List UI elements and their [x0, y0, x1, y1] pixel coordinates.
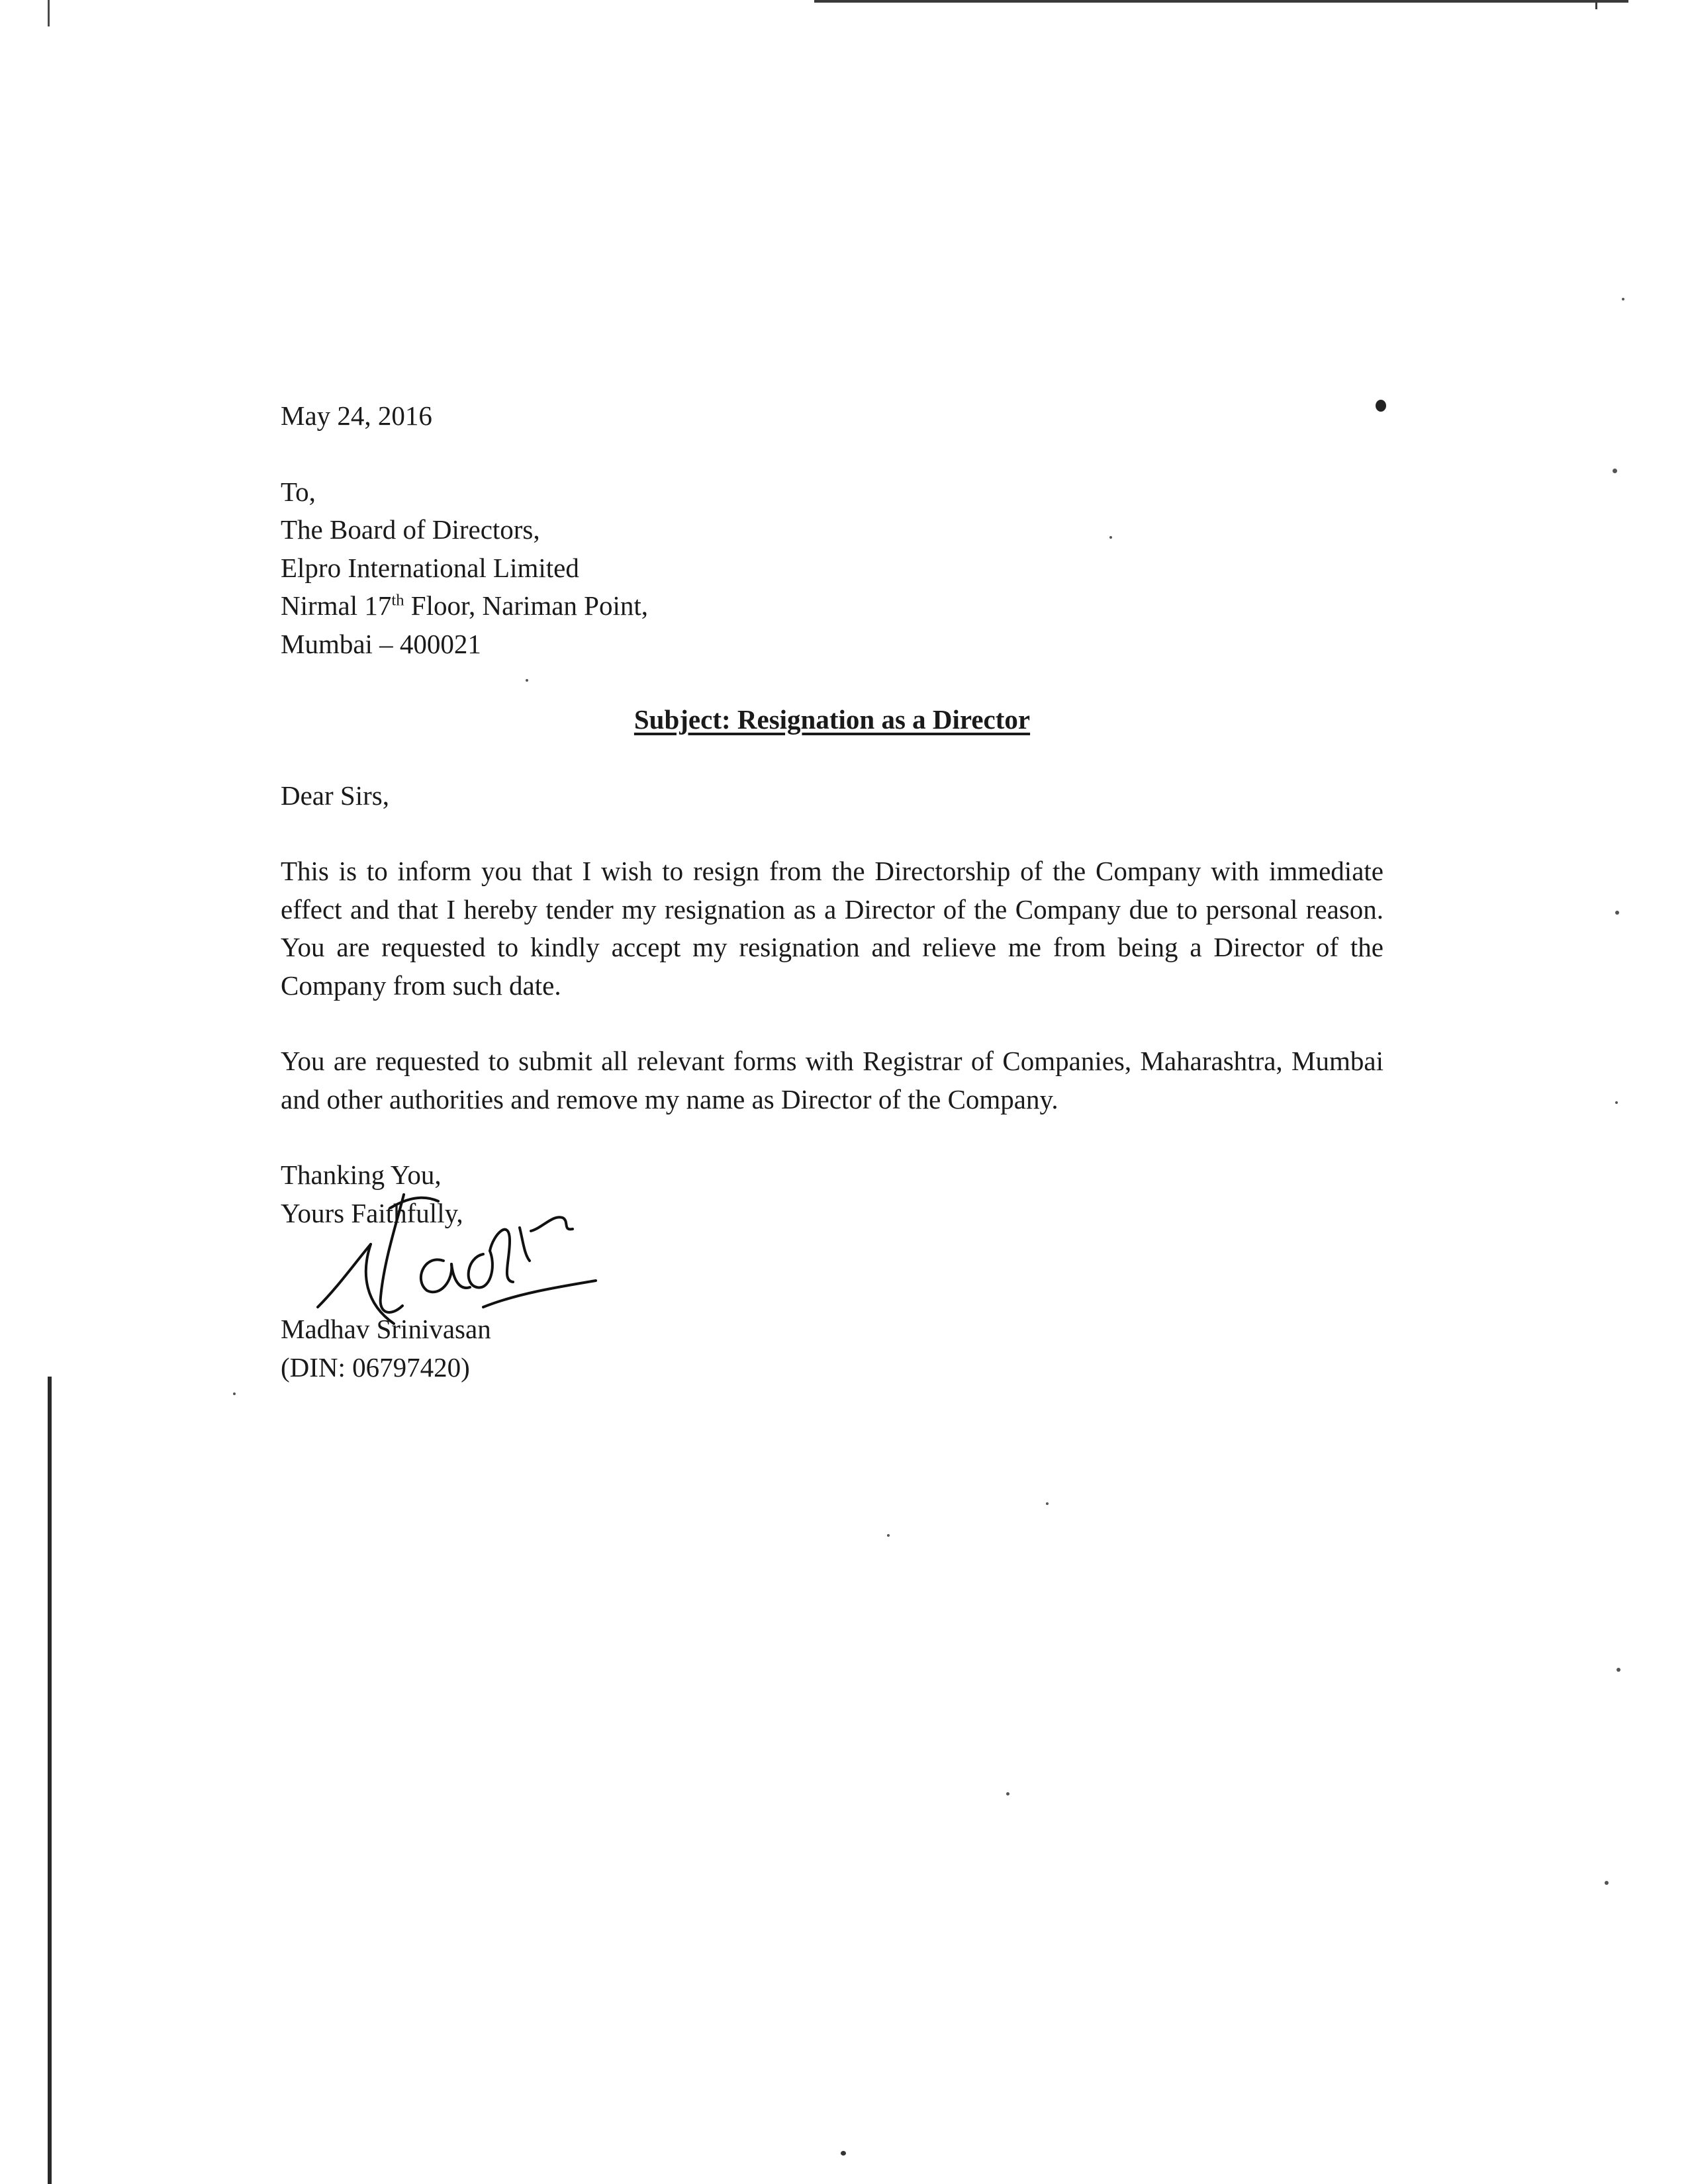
scan-speck — [887, 1534, 890, 1537]
letter-paragraph-1: This is to inform you that I wish to resign from the Directorship of the Company with immediate effect and that I hereby tender my resignation as a Director of the Company due to personal reason. You are requested to kindly accept my resignation and relieve me from being a Director of the Company from such date. — [281, 856, 1383, 1001]
scan-speck — [1605, 1881, 1609, 1885]
recipient-company: Elpro International Limited — [281, 552, 579, 583]
recipient-street-suffix: th — [391, 591, 404, 610]
recipient-address — [281, 473, 1383, 664]
letter-subject: Subject: Resignation as a Director — [633, 704, 1031, 735]
scan-speck — [1615, 911, 1619, 915]
scan-edge-top — [814, 0, 1628, 3]
letter-date: May 24, 2016 — [281, 400, 432, 431]
scan-speck — [1615, 1101, 1618, 1104]
scan-speck — [1617, 1668, 1620, 1672]
scan-edge-left — [48, 1377, 52, 2184]
letter-paragraph-2: You are requested to submit all relevant forms with Registrar of Companies, Maharashtra, Mumbai and other authorities and remove my name as Director of the Company. — [281, 1046, 1383, 1115]
recipient-street-number: Nirmal 17 — [281, 590, 392, 621]
signatory-block — [281, 1310, 491, 1387]
scan-speck — [1622, 298, 1624, 300]
scan-speck — [841, 2151, 846, 2156]
signatory-name: Madhav Srinivasan — [281, 1314, 491, 1344]
recipient-board: The Board of Directors, — [281, 514, 540, 545]
scan-speck — [233, 1392, 236, 1395]
recipient-street-rest: Floor, Nariman Point, — [404, 590, 649, 621]
scan-speck — [1613, 469, 1617, 473]
letter-salutation: Dear Sirs, — [281, 780, 389, 811]
scan-speck — [1006, 1792, 1009, 1796]
scan-edge-mark — [48, 0, 50, 26]
scan-corner-mark — [1595, 0, 1597, 9]
letter-body — [281, 397, 1383, 1232]
recipient-street — [281, 587, 1383, 625]
recipient-to: To, — [281, 476, 316, 507]
closing-yours: Yours Faithfully, — [281, 1197, 463, 1228]
scan-speck — [1046, 1502, 1049, 1505]
closing-thanks: Thanking You, — [281, 1160, 442, 1190]
recipient-city: Mumbai – 400021 — [281, 628, 481, 659]
signatory-din: (DIN: 06797420) — [281, 1351, 470, 1383]
